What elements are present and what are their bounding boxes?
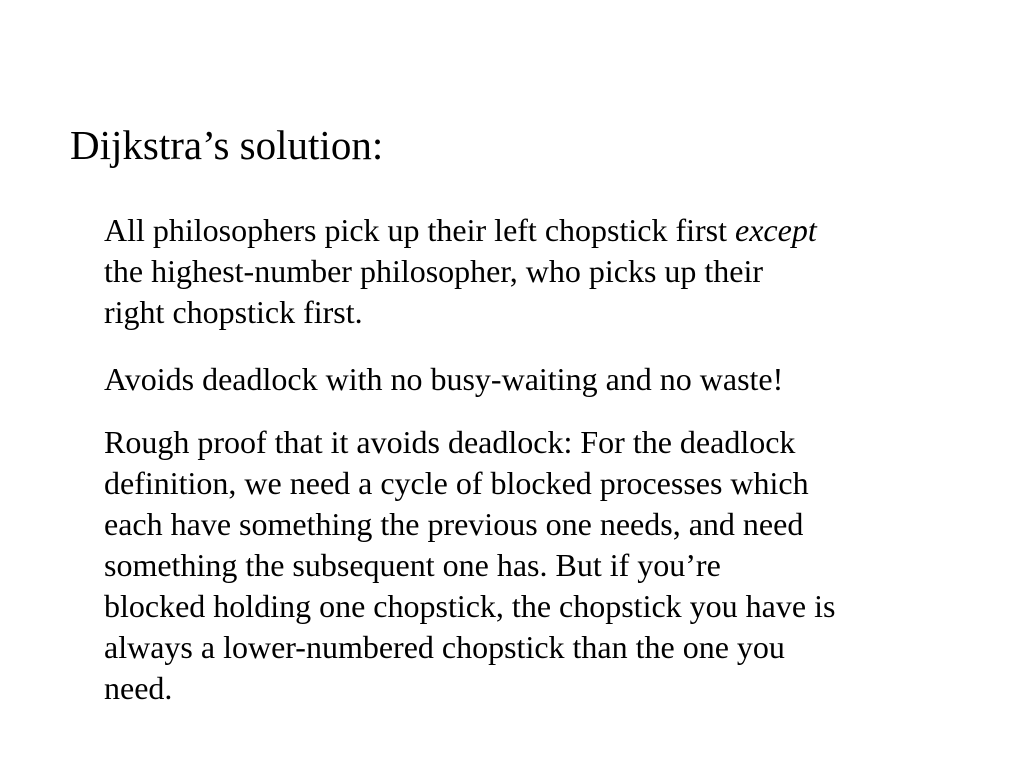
paragraph-line: something the subsequent one has. But if you’re [104,547,721,583]
paragraph-left-chopstick-rule [104,210,924,333]
paragraph-rough-proof [104,422,924,709]
paragraph-line: always a lower-numbered chopstick than the one you [104,629,785,665]
paragraph-line: right chopstick first. [104,294,363,330]
paragraph-line: Rough proof that it avoids deadlock: For the deadlock [104,424,796,460]
slide-title: Dijkstra’s solution: [70,122,384,168]
paragraph-line: each have something the previous one needs, and need [104,506,804,542]
paragraph-line: need. [104,670,173,706]
line-text: All philosophers pick up their left chopstick first [104,212,735,248]
paragraph-line: Avoids deadlock with no busy-waiting and no waste! [104,361,784,397]
paragraph-line: definition, we need a cycle of blocked processes which [104,465,809,501]
paragraph-avoids-deadlock [104,359,924,400]
emphasis-except: except [735,212,817,248]
paragraph-line [104,210,924,251]
paragraph-line: the highest-number philosopher, who picks up their [104,253,764,289]
paragraph-line: blocked holding one chopstick, the chopstick you have is [104,588,836,624]
